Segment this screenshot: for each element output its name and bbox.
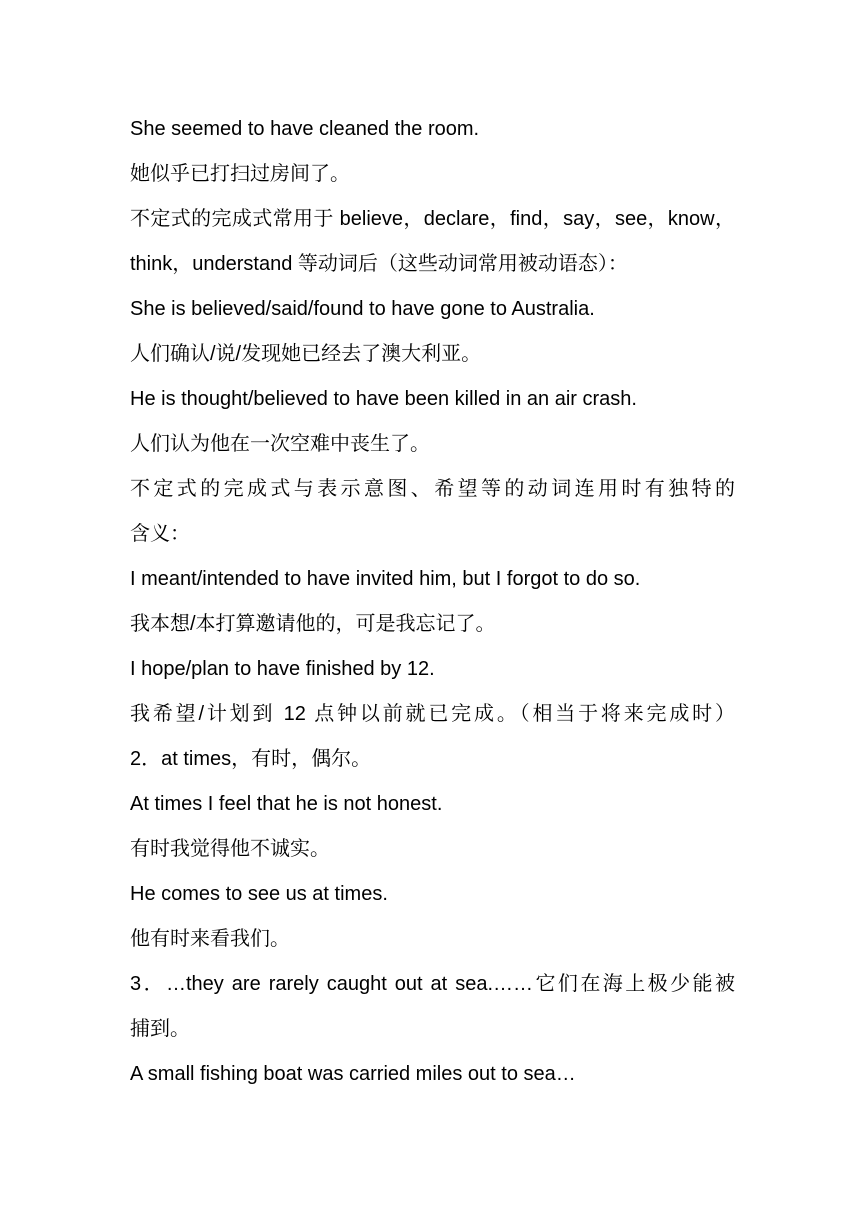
text-line: He is thought/believed to have been killed in an air crash. — [130, 388, 637, 410]
text-line: 捕到。 — [130, 1018, 190, 1040]
text-line: She seemed to have cleaned the room. — [130, 118, 480, 140]
text-line: 有时我觉得他不诚实。 — [130, 838, 330, 860]
text-line: He comes to see us at times. — [130, 883, 388, 905]
text-line: think，understand 等动词后（这些动词常用被动语态）： — [130, 253, 628, 275]
text-line: I meant/intended to have invited him, but I forgot to do so. — [130, 568, 641, 590]
document-body — [130, 112, 735, 1102]
text-line: 人们认为他在一次空难中丧生了。 — [130, 433, 430, 455]
text-line: A small fishing boat was carried miles out to sea… — [130, 1063, 576, 1085]
text-line: 含义： — [130, 523, 190, 545]
text-line: 人们确认/说/发现她已经去了澳大利亚。 — [130, 343, 482, 365]
text-line: She is believed/said/found to have gone to Australia. — [130, 298, 595, 320]
text-line: 我本想/本打算邀请他的，可是我忘记了。 — [130, 613, 496, 635]
text-line: 我希望/计划到 12 点钟以前就已完成。（相当于将来完成时） — [130, 703, 735, 725]
text-line: 他有时来看我们。 — [130, 928, 290, 950]
text-line: 3．…they are rarely caught out at sea.……它们在海上极少能被 — [130, 973, 735, 995]
text-line: 她似乎已打扫过房间了。 — [130, 163, 350, 185]
text-line: 2．at times，有时，偶尔。 — [130, 748, 372, 770]
text-line: 不定式的完成式常用于 believe，declare，find，say，see，know， — [130, 208, 735, 230]
text-line: At times I feel that he is not honest. — [130, 793, 443, 815]
text-line: 不定式的完成式与表示意图、希望等的动词连用时有独特的 — [130, 478, 735, 500]
text-line: I hope/plan to have finished by 12. — [130, 658, 435, 680]
